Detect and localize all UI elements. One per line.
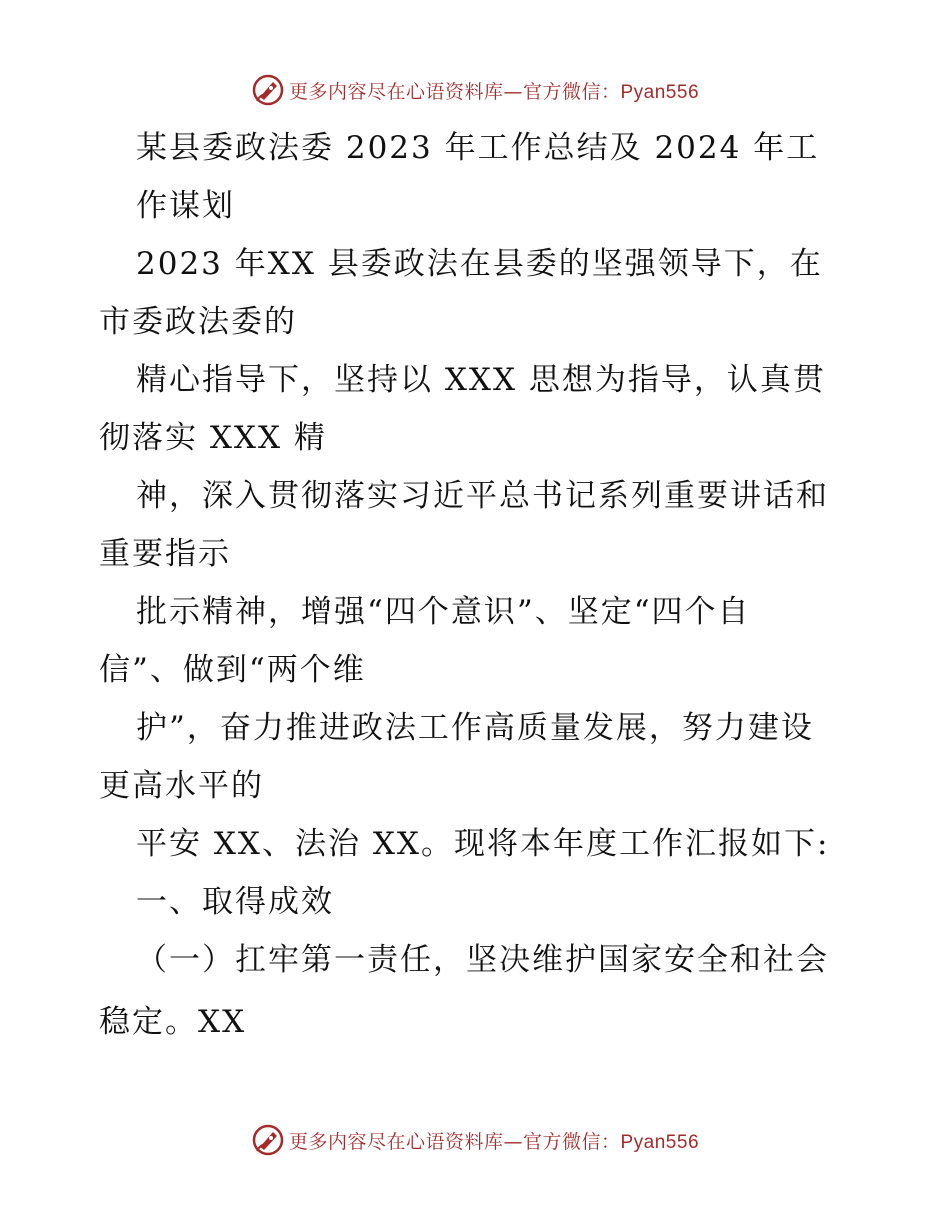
- paragraph-line: 重要指示: [99, 536, 231, 572]
- paragraph-line: 批示精神，增强“四个意识”、坚定“四个自: [136, 594, 751, 630]
- paragraph-line: 2023 年XX 县委政法在县委的坚强领导下，在: [136, 246, 823, 282]
- document-title-line-1: 某县委政法委 2023 年工作总结及 2024 年工: [136, 130, 820, 166]
- paragraph-line: 精心指导下，坚持以 XXX 思想为指导，认真贯: [136, 362, 826, 398]
- watermark-banner-bottom: [0, 1120, 950, 1160]
- document-title-line-2: 作谋划: [136, 188, 235, 224]
- paragraph-line: 彻落实 XXX 精: [99, 420, 327, 456]
- paragraph-line: 市委政法委的: [99, 304, 297, 340]
- pen-nib-logo-icon: [251, 1123, 285, 1157]
- watermark-text: 更多内容尽在心语资料库—官方微信：Pyan556: [288, 1130, 700, 1153]
- subsection-heading-line-2: 稳定。XX: [99, 1004, 247, 1040]
- paragraph-line: 神，深入贯彻落实习近平总书记系列重要讲话和: [136, 478, 829, 514]
- paragraph-line: 平安 XX、法治 XX。现将本年度工作汇报如下:: [136, 826, 830, 862]
- watermark-text: 更多内容尽在心语资料库—官方微信：Pyan556: [288, 80, 700, 103]
- watermark-wechat-id: Pyan556: [620, 1131, 700, 1153]
- subsection-heading-line-1: （一）扛牢第一责任，坚决维护国家安全和社会: [136, 942, 829, 978]
- watermark-wechat-id: Pyan556: [620, 81, 700, 103]
- paragraph-line: 护”，奋力推进政法工作高质量发展，努力建设: [136, 710, 814, 746]
- paragraph-line: 信”、做到“两个维: [99, 652, 366, 688]
- watermark-banner-top: [0, 70, 950, 110]
- paragraph-line: 更高水平的: [99, 768, 264, 804]
- pen-nib-logo-icon: [251, 73, 285, 107]
- section-heading: 一、取得成效: [136, 884, 334, 920]
